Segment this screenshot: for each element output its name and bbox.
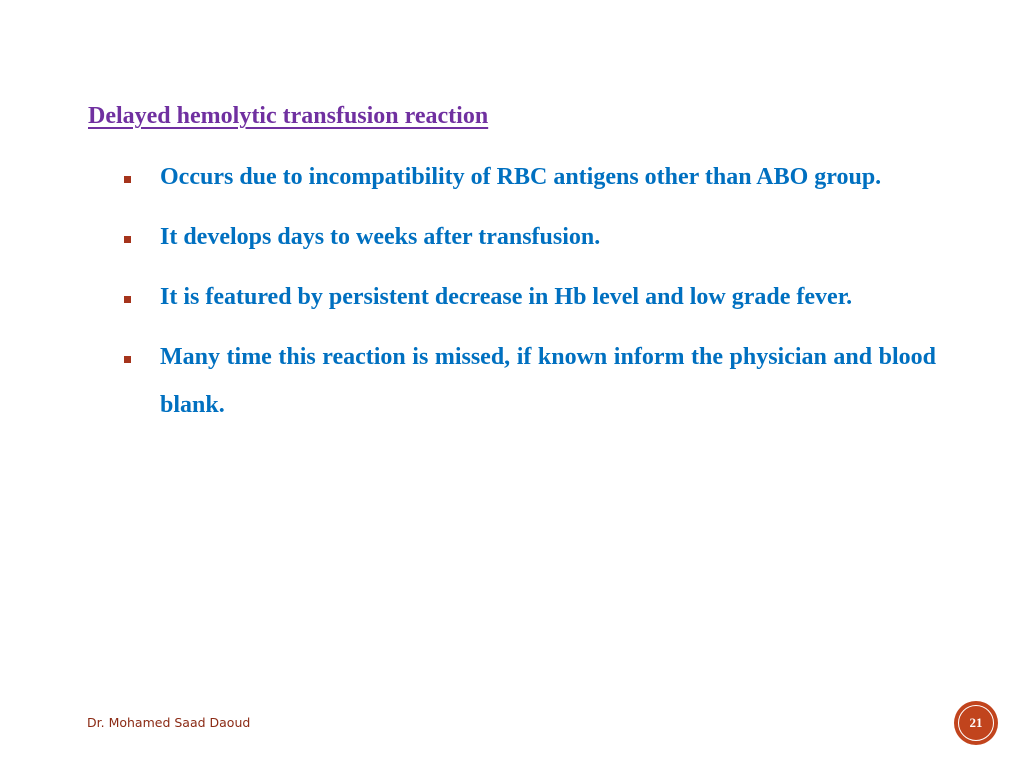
square-bullet-icon bbox=[124, 296, 131, 303]
bullet-text: Occurs due to incompatibility of RBC antigens other than ABO group. bbox=[160, 164, 882, 190]
footer-author: Dr. Mohamed Saad Daoud bbox=[87, 715, 251, 730]
page-number: 21 bbox=[969, 715, 983, 730]
bullet-item bbox=[118, 282, 936, 330]
bullet-text: Many time this reaction is missed, if known inform the physician and blood blank. bbox=[160, 344, 936, 418]
square-bullet-icon bbox=[124, 176, 131, 183]
square-bullet-icon bbox=[124, 356, 131, 363]
bullet-item bbox=[118, 342, 936, 438]
bullet-list bbox=[118, 162, 936, 450]
page-number-badge bbox=[954, 701, 998, 745]
bullet-text: It develops days to weeks after transfusion. bbox=[160, 224, 601, 250]
slide-heading: Delayed hemolytic transfusion reaction bbox=[88, 103, 489, 129]
bullet-item bbox=[118, 162, 936, 210]
bullet-item bbox=[118, 222, 936, 270]
square-bullet-icon bbox=[124, 236, 131, 243]
bullet-text: It is featured by persistent decrease in Hb level and low grade fever. bbox=[160, 284, 853, 310]
